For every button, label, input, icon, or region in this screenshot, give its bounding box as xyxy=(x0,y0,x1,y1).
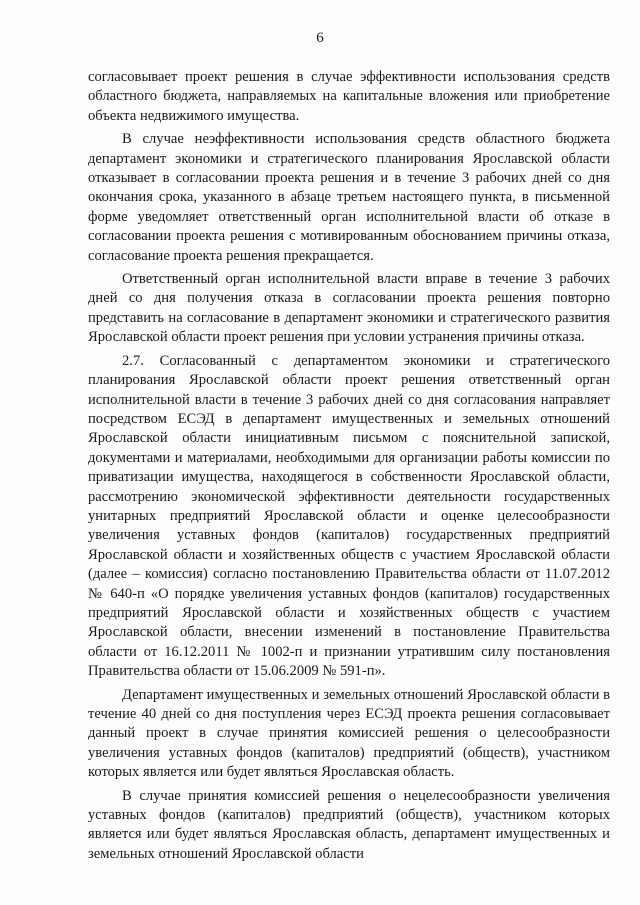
paragraph: В случае принятия комиссией решения о нецелесообразности увеличения уставных фондов (капиталов) предприятий (обществ), участником которых является или будет являться Ярославская область, департамент имущественных и земельных отношений Ярославской области xyxy=(88,787,610,862)
paragraph: Департамент имущественных и земельных отношений Ярославской области в течение 40 дней со дня поступления через ЕСЭД проекта решения согласовывает данный проект в случае принятия комиссией решения о целесообразности увеличения уставных фондов (капиталов) предприятий (обществ), участником которых является или будет являться Ярославская область. xyxy=(88,686,610,781)
document-body xyxy=(88,68,610,864)
paragraph-continuation: согласовывает проект решения в случае эффективности использования средств областного бюджета, направляемых на капитальные вложения или приобретение объекта недвижимого имущества. xyxy=(88,69,610,124)
paragraph-clause-2-7: 2.7. Согласованный с департаментом экономики и стратегического планирования Ярославской области проект решения ответственный орган исполнительной власти в течение 3 рабочих дней со дня согласования направляет посредством ЕСЭД в департамент имущественных и земельных отношений Ярославской области инициативным письмом с пояснительной запиской, документами и материалами, необходимыми для организации работы комиссии по приватизации имущества, находящегося в собственности Ярославской области, рассмотрению экономической эффективности деятельности государственных унитарных предприятий Ярославской области и оценке целесообразности увеличения уставных фондов (капиталов) государственных предприятий Ярославской области и хозяйственных обществ с участием Ярославской области (далее – комиссия) согласно постановлению Правительства области от 11.07.2012 № 640-п «О порядке увеличения уставных фондов (капиталов) государственных предприятий Ярославской области и хозяйственных обществ с участием Ярославской области, внесении изменений в постановление Правительства области от 16.12.2011 № 1002-п и признании утратившим силу постановления Правительства области от 15.06.2009 № 591-п». xyxy=(88,352,610,680)
paragraph: В случае неэффективности использования средств областного бюджета департамент экономики и стратегического планирования Ярославской области отказывает в согласовании проекта решения и в течение 3 рабочих дней со дня окончания срока, указанного в абзаце третьем настоящего пункта, в письменной форме уведомляет ответственный орган исполнительной власти об отказе в согласовании проекта решения с мотивированным обоснованием причины отказа, согласование проекта решения прекращается. xyxy=(88,131,610,264)
page-number: 6 xyxy=(316,30,324,46)
paragraph: Ответственный орган исполнительной власти вправе в течение 3 рабочих дней со дня получения отказа в согласовании проекта решения повторно представить на согласование в департамент экономики и стратегического развития Ярославской области проект решения при условии устранения причины отказа. xyxy=(88,271,610,346)
